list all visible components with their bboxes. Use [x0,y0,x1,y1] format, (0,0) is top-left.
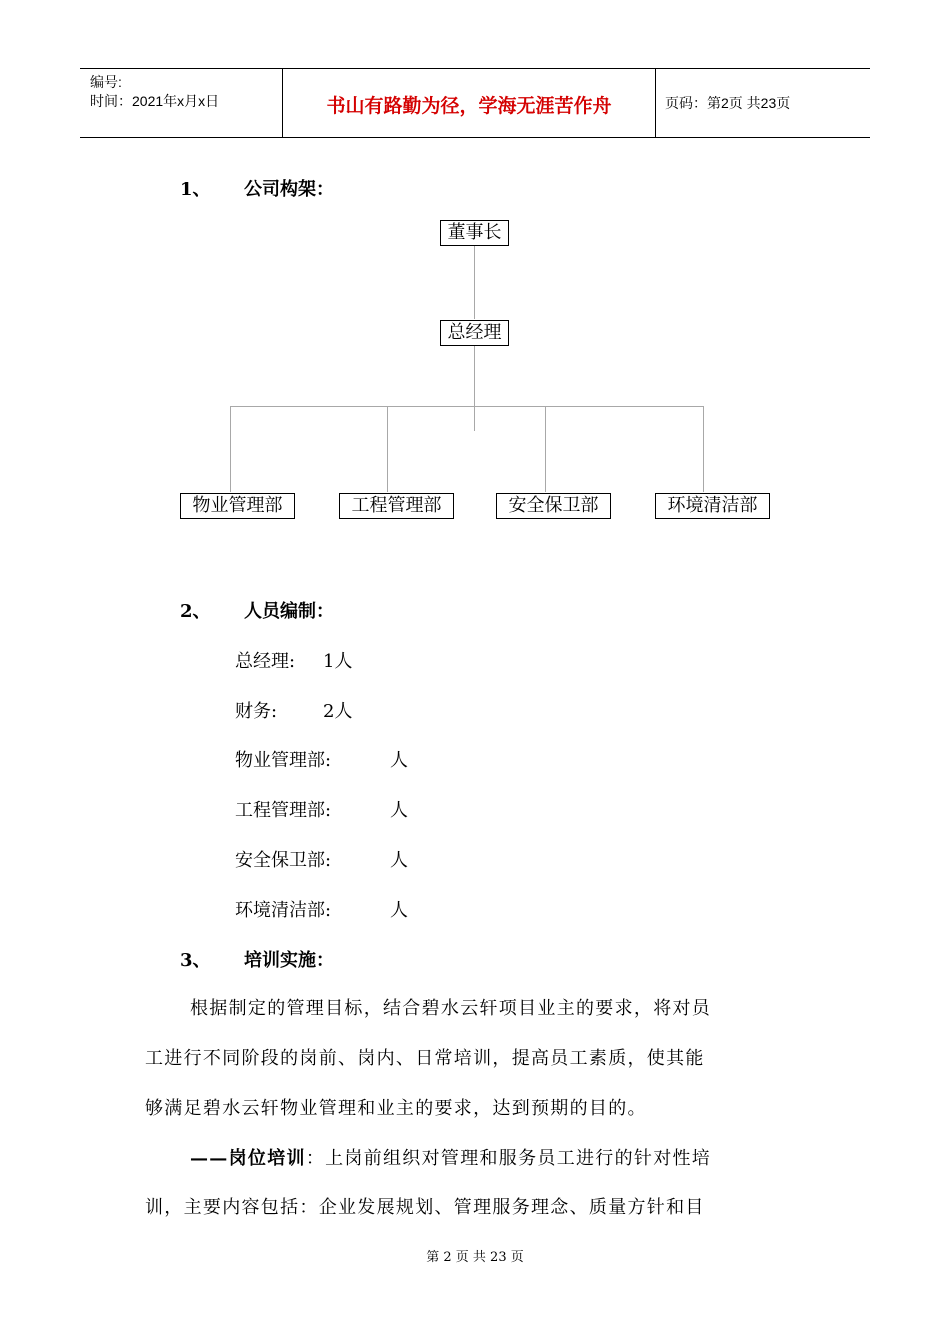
staff-value: 人 [390,900,408,921]
connector-chairman-gm [474,245,475,319]
section-number: 3、 [180,950,211,971]
org-node-general-manager: 总经理 [440,320,509,346]
motto-text: 书山有路勤为径，学海无涯苦作舟 [326,95,612,117]
date-label: 时间：2021年x月x日 [90,93,220,109]
staff-value: 1人 [323,651,353,672]
staff-value: 人 [390,850,408,871]
job-training-line: 训，主要内容包括：企业发展规划、管理服务理念、质量方针和目 [145,1197,705,1218]
job-training-text: ：上岗前组织对管理和服务员工进行的针对性培 [305,1148,712,1169]
connector-dept-3 [545,406,546,492]
connector-dept-2 [387,406,388,492]
connector-dept-4 [703,406,704,492]
connector-gm-trunk [474,345,475,431]
staff-label: 总经理: [235,651,296,672]
doc-number-label: 编号: [90,74,122,90]
staff-value: 2人 [323,701,353,722]
connector-dept-1 [230,406,231,492]
staff-label: 财务: [235,701,278,722]
page-info: 页码：第2页 共23页 [665,95,791,111]
section-title: 人员编制： [244,601,334,622]
staff-label: 安全保卫部: [235,850,332,871]
job-training-line [190,1144,711,1170]
org-node-security-dept: 安全保卫部 [496,493,611,519]
section-number: 2、 [180,601,211,622]
page-footer: 第 2 页 共 23 页 [426,1250,524,1265]
org-node-engineering-dept: 工程管理部 [339,493,454,519]
staff-label: 物业管理部: [235,750,332,771]
org-node-property-dept: 物业管理部 [180,493,295,519]
org-node-cleaning-dept: 环境清洁部 [655,493,770,519]
training-paragraph-line: 够满足碧水云轩物业管理和业主的要求，达到预期的目的。 [145,1098,647,1119]
connector-horizontal [230,406,704,407]
staff-label: 环境清洁部: [235,900,332,921]
staff-label: 工程管理部: [235,800,332,821]
training-paragraph-line: 工进行不同阶段的岗前、岗内、日常培训，提高员工素质，使其能 [145,1048,705,1069]
training-paragraph-line: 根据制定的管理目标，结合碧水云轩项目业主的要求，将对员 [190,998,712,1019]
staff-value: 人 [390,800,408,821]
job-training-lead: ——岗位培训 [190,1148,306,1169]
section-number: 1、 [180,179,211,200]
staff-value: 人 [390,750,408,771]
org-chart [0,0,950,560]
section-title: 培训实施： [244,950,334,971]
section-title: 公司构架： [244,179,334,200]
org-node-chairman: 董事长 [440,220,509,246]
